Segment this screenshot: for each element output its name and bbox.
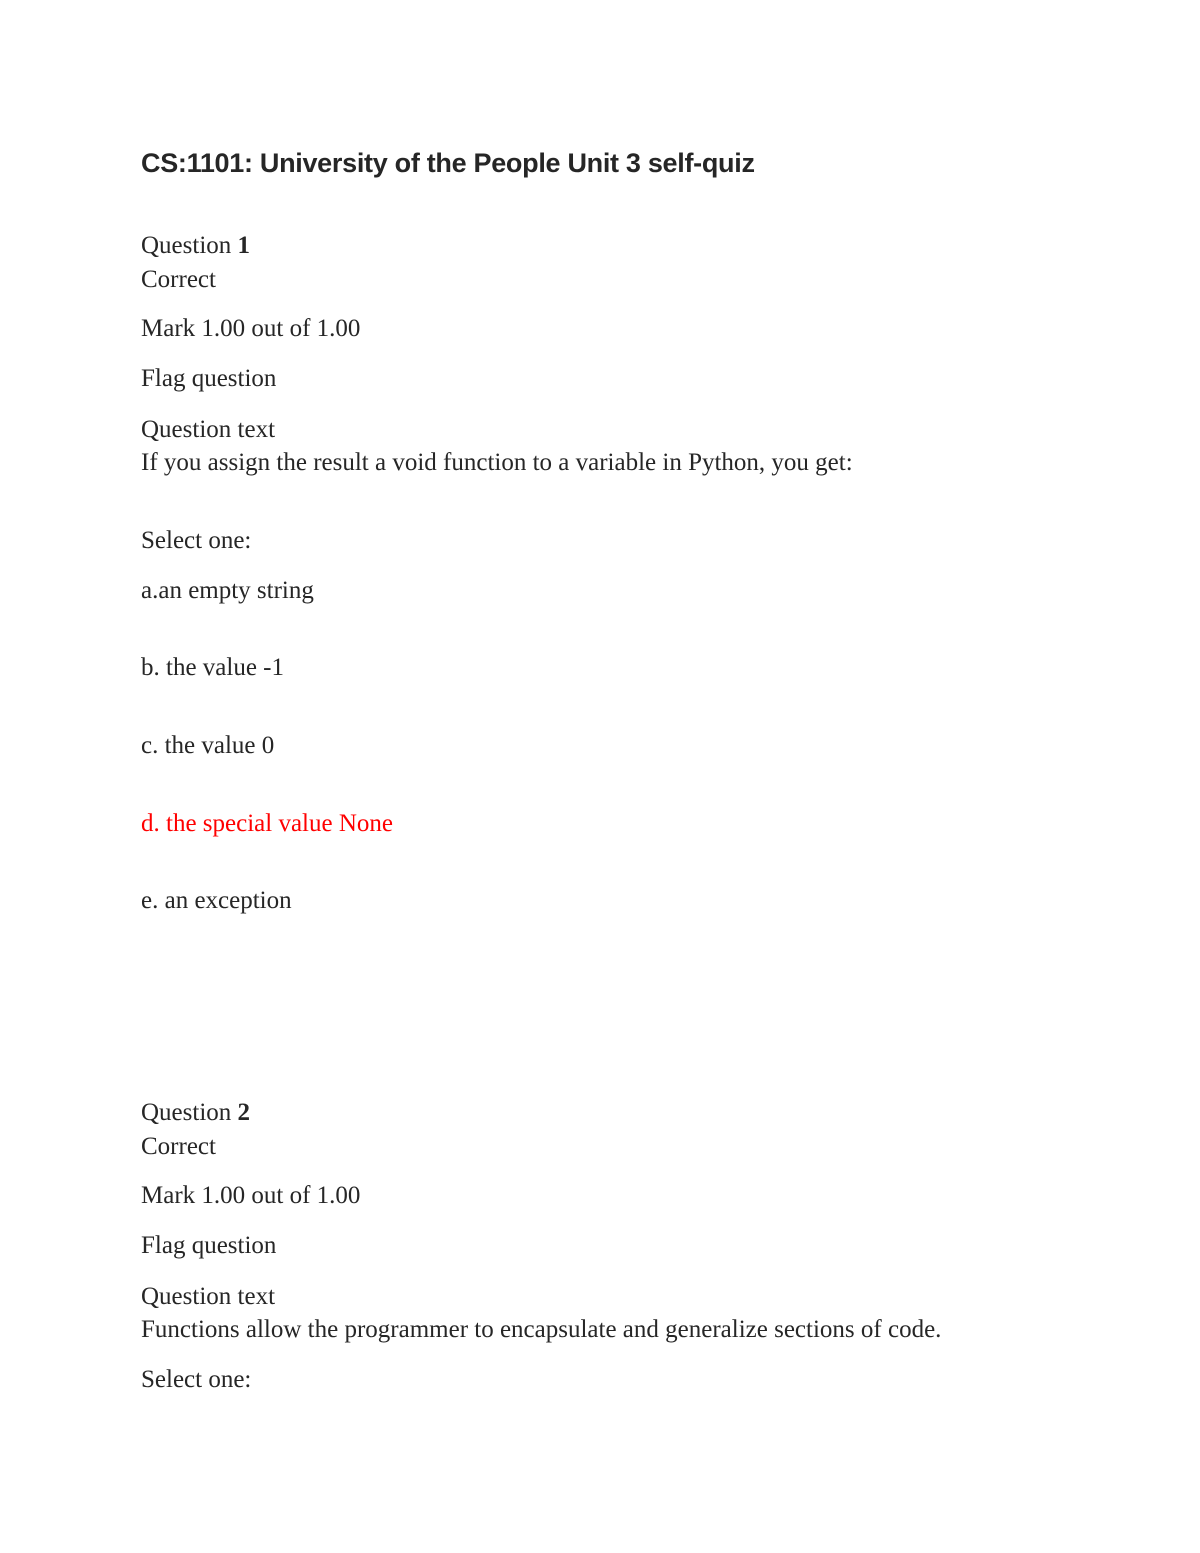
question-label: Question: [141, 1099, 232, 1126]
question-1-text-label: Question text: [141, 416, 276, 443]
question-2-text: Functions allow the programmer to encapsulate and generalize sections of code.: [141, 1316, 942, 1343]
option-a[interactable]: a.an empty string: [141, 577, 314, 604]
question-2-flag[interactable]: Flag question: [141, 1232, 277, 1259]
question-2-state: Correct: [141, 1133, 216, 1160]
question-1-prompt: Select one:: [141, 527, 252, 554]
option-c[interactable]: c. the value 0: [141, 732, 275, 759]
question-1-mark: Mark 1.00 out of 1.00: [141, 315, 361, 342]
question-1-state: Correct: [141, 266, 216, 293]
option-b[interactable]: b. the value -1: [141, 654, 285, 681]
question-number: 1: [237, 232, 251, 259]
document-title: CS:1101: University of the People Unit 3 self-quiz: [141, 148, 755, 178]
question-number: 2: [237, 1099, 251, 1126]
question-label: Question: [141, 232, 232, 259]
question-1-text: If you assign the result a void function to a variable in Python, you get:: [141, 449, 853, 476]
question-2-heading: [141, 1098, 250, 1128]
question-2-prompt: Select one:: [141, 1366, 252, 1393]
option-e[interactable]: e. an exception: [141, 887, 292, 914]
question-1-heading: [141, 231, 250, 261]
question-2-mark: Mark 1.00 out of 1.00: [141, 1182, 361, 1209]
question-1-flag[interactable]: Flag question: [141, 365, 277, 392]
option-d-correct[interactable]: d. the special value None: [141, 810, 393, 837]
question-2-text-label: Question text: [141, 1283, 276, 1310]
